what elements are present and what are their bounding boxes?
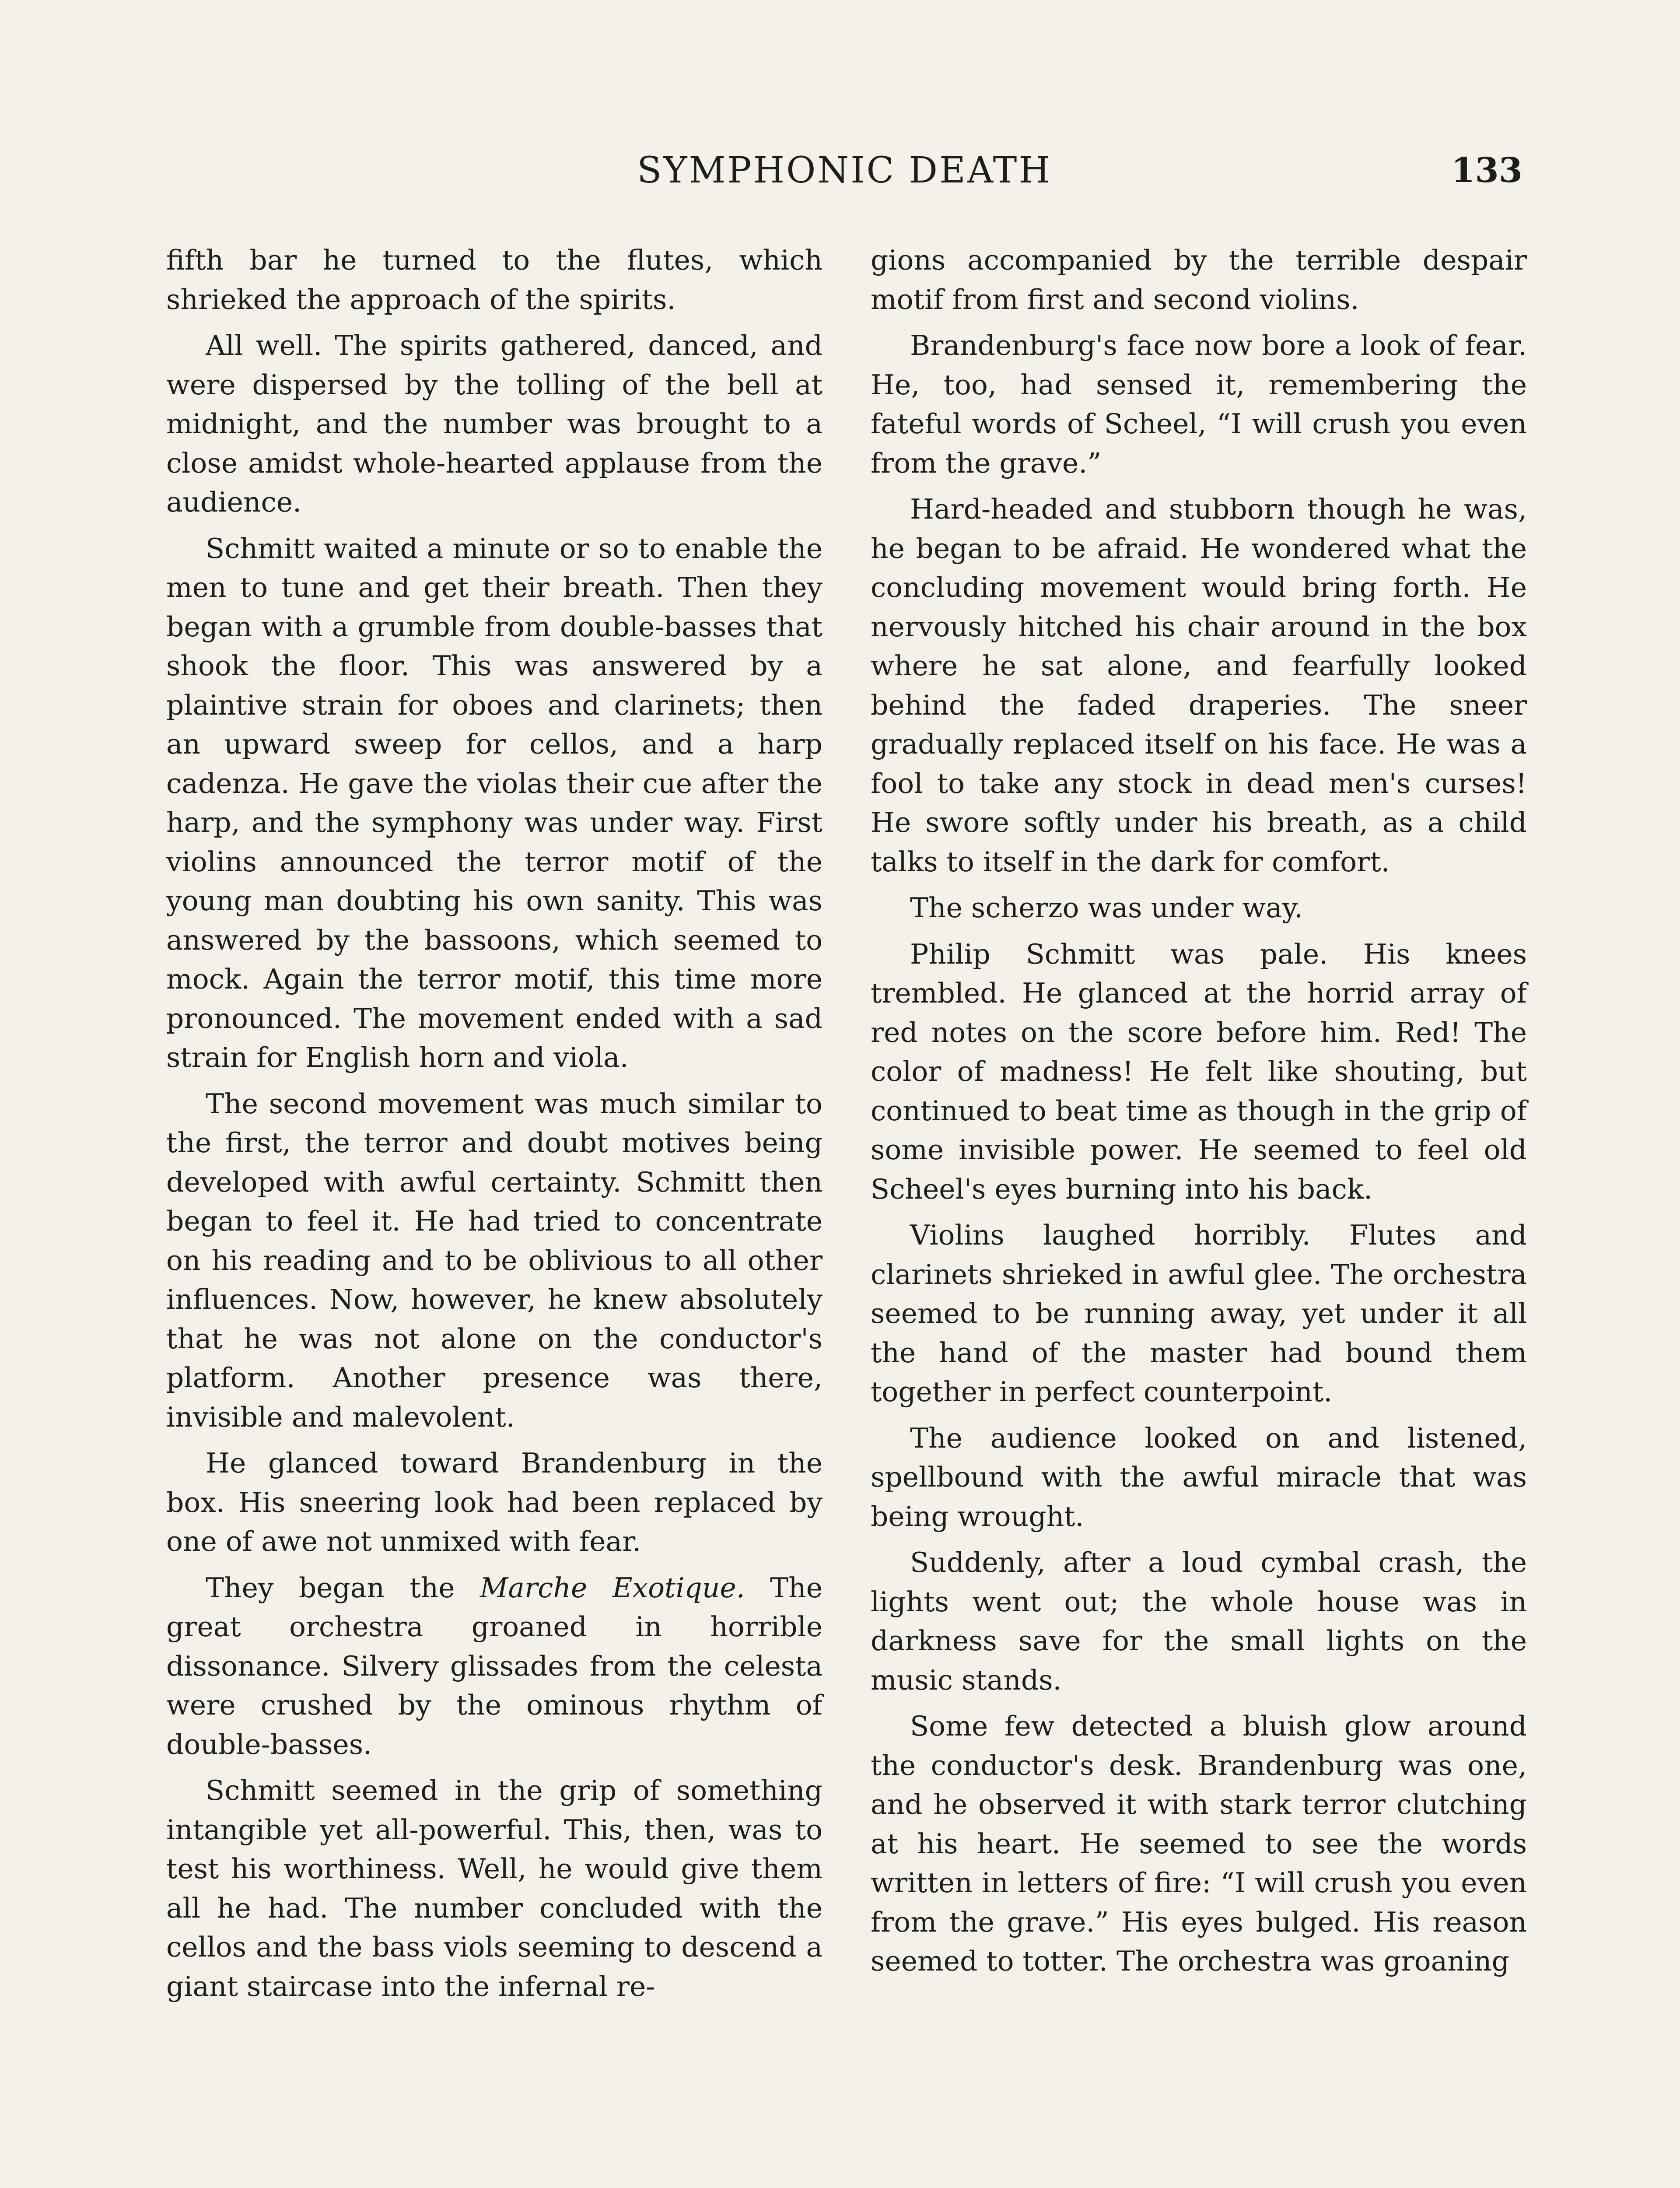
paragraph	[166, 1568, 822, 1764]
paragraph: Suddenly, after a loud cymbal crash, the lights went out; the whole house was in darkness save for the small lights on the music stands.	[871, 1546, 1527, 1696]
paragraph: fifth bar he turned to the flutes, which shrieked the approach of the spirits.	[166, 244, 822, 316]
page-number: 133	[1451, 151, 1522, 190]
paragraph: gions accompanied by the terrible despair motif from first and second violins.	[871, 244, 1527, 316]
text-run: They began the	[206, 1571, 480, 1604]
paragraph: Hard-headed and stubborn though he was, he began to be afraid. He wondered what the concluding movement would bring forth. He nervously hitched his chair around in the box where he sat alone, and fearfully looked behind the faded draperies. The sneer gradually replaced itself on his face. He was a fool to take any stock in dead men's curses! He swore softly under his breath, as a child talks to itself in the dark for comfort.	[871, 493, 1527, 878]
paragraph: Some few detected a bluish glow around the conductor's desk. Brandenburg was one, and he observed it with stark terror clutching at his heart. He seemed to see the words written in letters of fire: “I will crush you even from the grave.” His eyes bulged. His reason seemed to totter. The orchestra was groaning	[871, 1710, 1527, 1977]
paragraph: The second movement was much similar to the first, the terror and doubt motives being developed with awful certainty. Schmitt then began to feel it. He had tried to concentrate on his reading and to be oblivious to all other influences. Now, however, he knew absolutely that he was not alone on the conductor's platform. Another presence was there, invisible and malevolent.	[166, 1087, 822, 1433]
paragraph: Philip Schmitt was pale. His knees trembled. He glanced at the horrid array of red notes on the score before him. Red! The color of madness! He felt like shouting, but continued to beat time as though in the grip of some invisible power. He seemed to feel old Scheel's eyes burning into his back.	[871, 938, 1527, 1205]
paragraph: Schmitt seemed in the grip of something intangible yet all-powerful. This, then, was to test his worthiness. Well, he would give them all he had. The number concluded with the cellos and the bass viols seeming to descend a giant staircase into the infernal re-	[166, 1774, 822, 2002]
paragraph: Brandenburg's face now bore a look of fear. He, too, had sensed it, remembering the fateful words of Scheel, “I will crush you even from the grave.”	[871, 330, 1527, 479]
page-header	[166, 144, 1522, 197]
paragraph: He glanced toward Brandenburg in the box. His sneering look had been replaced by one of awe not unmixed with fear.	[166, 1447, 822, 1557]
text-run: The great orchestra groaned in horrible dissonance. Silvery glissades from the celesta were crushed by the ominous rhythm of double-basses.	[166, 1571, 822, 1760]
italic-title: Marche Exotique.	[480, 1571, 745, 1604]
paragraph: Schmitt waited a minute or so to enable the men to tune and get their breath. Then they began with a grumble from double-basses that shook the floor. This was answered by a plaintive strain for oboes and clarinets; then an upward sweep for cellos, and a harp cadenza. He gave the violas their cue after the harp, and the symphony was under way. First violins announced the terror motif of the young man doubting his own sanity. This was answered by the bassoons, which seemed to mock. Again the terror motif, this time more pronounced. The movement ended with a sad strain for English horn and viola.	[166, 532, 822, 1073]
paragraph: All well. The spirits gathered, danced, and were dispersed by the tolling of the bell at midnight, and the number was brought to a close amidst whole-hearted applause from the audience.	[166, 330, 822, 518]
paragraph: Violins laughed horribly. Flutes and clarinets shrieked in awful glee. The orchestra seemed to be running away, yet under it all the hand of the master had bound them together in perfect counterpoint.	[871, 1219, 1527, 1408]
paragraph: The audience looked on and listened, spellbound with the awful miracle that was being wrought.	[871, 1422, 1527, 1532]
running-title: SYMPHONIC DEATH	[637, 150, 1052, 191]
right-column	[871, 241, 1527, 1988]
paragraph: The scherzo was under way.	[910, 892, 1303, 924]
left-column	[166, 241, 822, 2013]
